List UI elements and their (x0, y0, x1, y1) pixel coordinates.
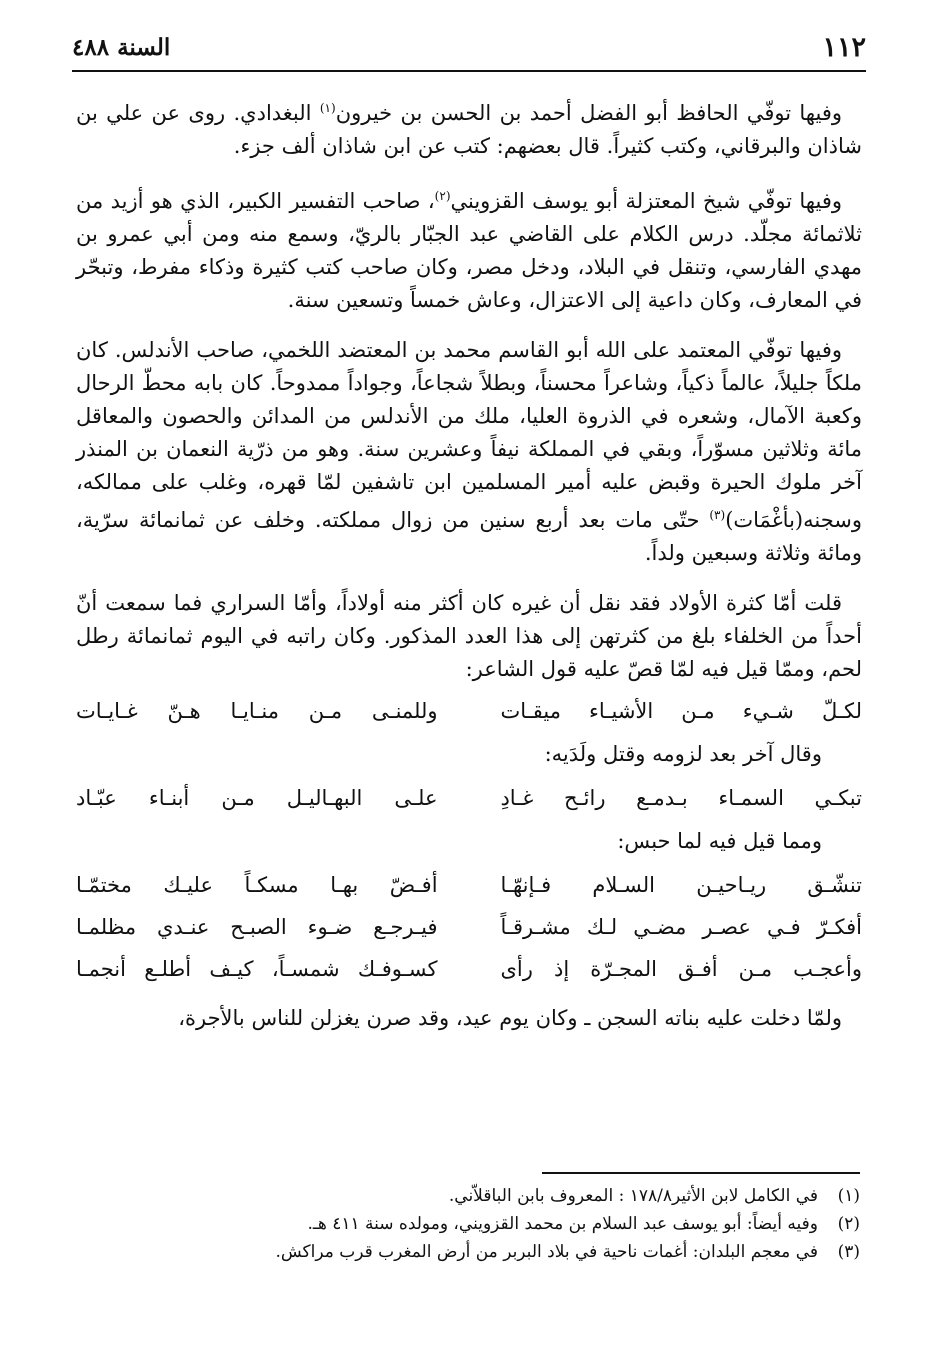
verse-second-hemistich: علـى البهـاليـل مـن أبنـاء عبّـاد (76, 786, 438, 810)
footnote-mark: (٣) (709, 508, 726, 522)
running-title: السنة ٤٨٨ (72, 34, 171, 61)
footnote (76, 1238, 860, 1266)
verse-first-hemistich: تنشّـق ريـاحيـن السـلام فـإنهّـا (500, 873, 862, 897)
paragraph-text: حتّى مات بعد أربع سنين من زوال مملكته. وخلف عن ثمانمائة سرّية، ومائة وثلاثة وسبعين ولداً. (76, 508, 862, 565)
footnote-mark: (١) (319, 101, 336, 115)
footnote-number: (٣) (837, 1242, 860, 1262)
verse-second-hemistich: أفـضّ بهـا مسكـاً عليـك مختمّـا (76, 873, 438, 897)
footnotes (76, 1182, 860, 1266)
footnote-mark: (٢) (434, 189, 451, 203)
paragraph-commentary (76, 587, 862, 686)
verse-second-hemistich: كسـوفـك شمسـاً، كيـف أطلـع أنجمـا (76, 957, 438, 981)
paragraph-text: البغدادي. روى عن علي بن شاذان والبرقاني، وكتب كثيراً. قال بعضهم: كتب عن ابن شاذان ألف جزء. (76, 101, 862, 158)
paragraph-qazwini (76, 180, 862, 317)
paragraph-text: قلت أمّا كثرة الأولاد فقد نقل أن غيره كان أكثر منه أولاداً، وأمّا السراري فما سمعت أنّ أحداً من الخلفاء بلغ من كثرتهن إلى هذا العدد المذكور. وكان راتبه في اليوم ثمانمائة رطل لحم، وممّا قيل فيه لمّا قصّ عليه قول الشاعر: (76, 591, 862, 681)
main-text (76, 92, 862, 1035)
verse-second-hemistich: وللمنـى مـن منـايـا هـنّ غـايـات (76, 699, 438, 723)
verse-first-hemistich: وأعجـب مـن أفـق المجـرّة إذ رأى (500, 957, 862, 981)
closing-line: ولمّا دخلت عليه بناته السجن ـ وكان يوم عيد، وقد صرن يغزلن للناس بالأجرة، (178, 1006, 842, 1030)
page-number: ١١٢ (822, 32, 866, 63)
verse-intro: ومما قيل فيه لما حبس: (617, 829, 822, 853)
verse-line (76, 950, 862, 988)
paragraph-text: وفيها توفّي شيخ المعتزلة أبو يوسف القزويني (450, 189, 842, 213)
verse-second-hemistich: فيـرجـع ضـوء الصبـح عنـدي مظلمـا (76, 915, 438, 939)
page-header (72, 30, 866, 72)
verse-line (76, 908, 862, 946)
footnote-number: (١) (837, 1186, 860, 1206)
verse-first-hemistich: تبكـي السمـاء بـدمـع رائـح غـادِ (500, 786, 862, 810)
footnote-text: في الكامل لابن الأثير١٧٨/٨ : المعروف بابن الباقلاّني. (448, 1186, 818, 1206)
verse-first-hemistich: لكـلّ شـيء مـن الأشيـاء ميقـات (500, 699, 862, 723)
paragraph-khairun (76, 92, 862, 163)
footnote-divider (542, 1172, 860, 1174)
footnote-text: في معجم البلدان: أغمات ناحية في بلاد البربر من أرض المغرب قرب مراكش. (275, 1242, 818, 1262)
verse-line (76, 866, 862, 904)
paragraph-mutamid (76, 334, 862, 570)
verse-first-hemistich: أفكـرّ فـي عصـر مضـي لـك مشـرقـاً (500, 915, 862, 939)
paragraph-text: وفيها توفّي الحافظ أبو الفضل أحمد بن الحسن بن خيرون (335, 101, 842, 125)
footnote-text: وفيه أيضاً: أبو يوسف عبد السلام بن محمد القزويني، ومولده سنة ٤١١ هـ. (307, 1214, 818, 1234)
verse-line (76, 779, 862, 817)
footnote (76, 1182, 860, 1210)
paragraph-text: ، صاحب التفسير الكبير، الذي هو أزيد من ثلاثمائة مجلّد. درس الكلام على القاضي عبد الجبّار بالريّ، وسمع منه ومن أبي عمرو بن مهدي الفارسي، وتنقل في البلاد، ودخل مصر، وكان صاحب كتب كثيرة وذكاء مفرط، وتبحّر في المعارف، وكان داعية إلى الاعتزال، وعاش خمساً وتسعين سنة. (76, 189, 862, 312)
footnote (76, 1210, 860, 1238)
paragraph-text: وفيها توفّي المعتمد على الله أبو القاسم محمد بن المعتضد اللخمي، صاحب الأندلس. كان ملكاً جليلاً، عالماً ذكياً، وشاعراً محسناً، وبطلاً شجاعاً، وجواداً ممدوحاً. كان بابه محطّ الرحال وكعبة الآمال، وشعره في الذروة العليا، ملك من الأندلس من المدائن والحصون والمعاقل مائة وثلاثين مسوّراً، وبقي في المملكة نيفاً وعشرين سنة. وهو من ذرّية النعمان بن المنذر آخر ملوك الحيرة وقبض عليه أمير المسلمين ابن تاشفين لمّا قهره، وغلب على ممالكه، وسجنه(بأغْمَات) (76, 338, 862, 532)
footnote-number: (٢) (837, 1214, 860, 1234)
verse-line (76, 692, 862, 730)
verse-intro: وقال آخر بعد لزومه وقتل ولَدَيه: (544, 742, 822, 766)
